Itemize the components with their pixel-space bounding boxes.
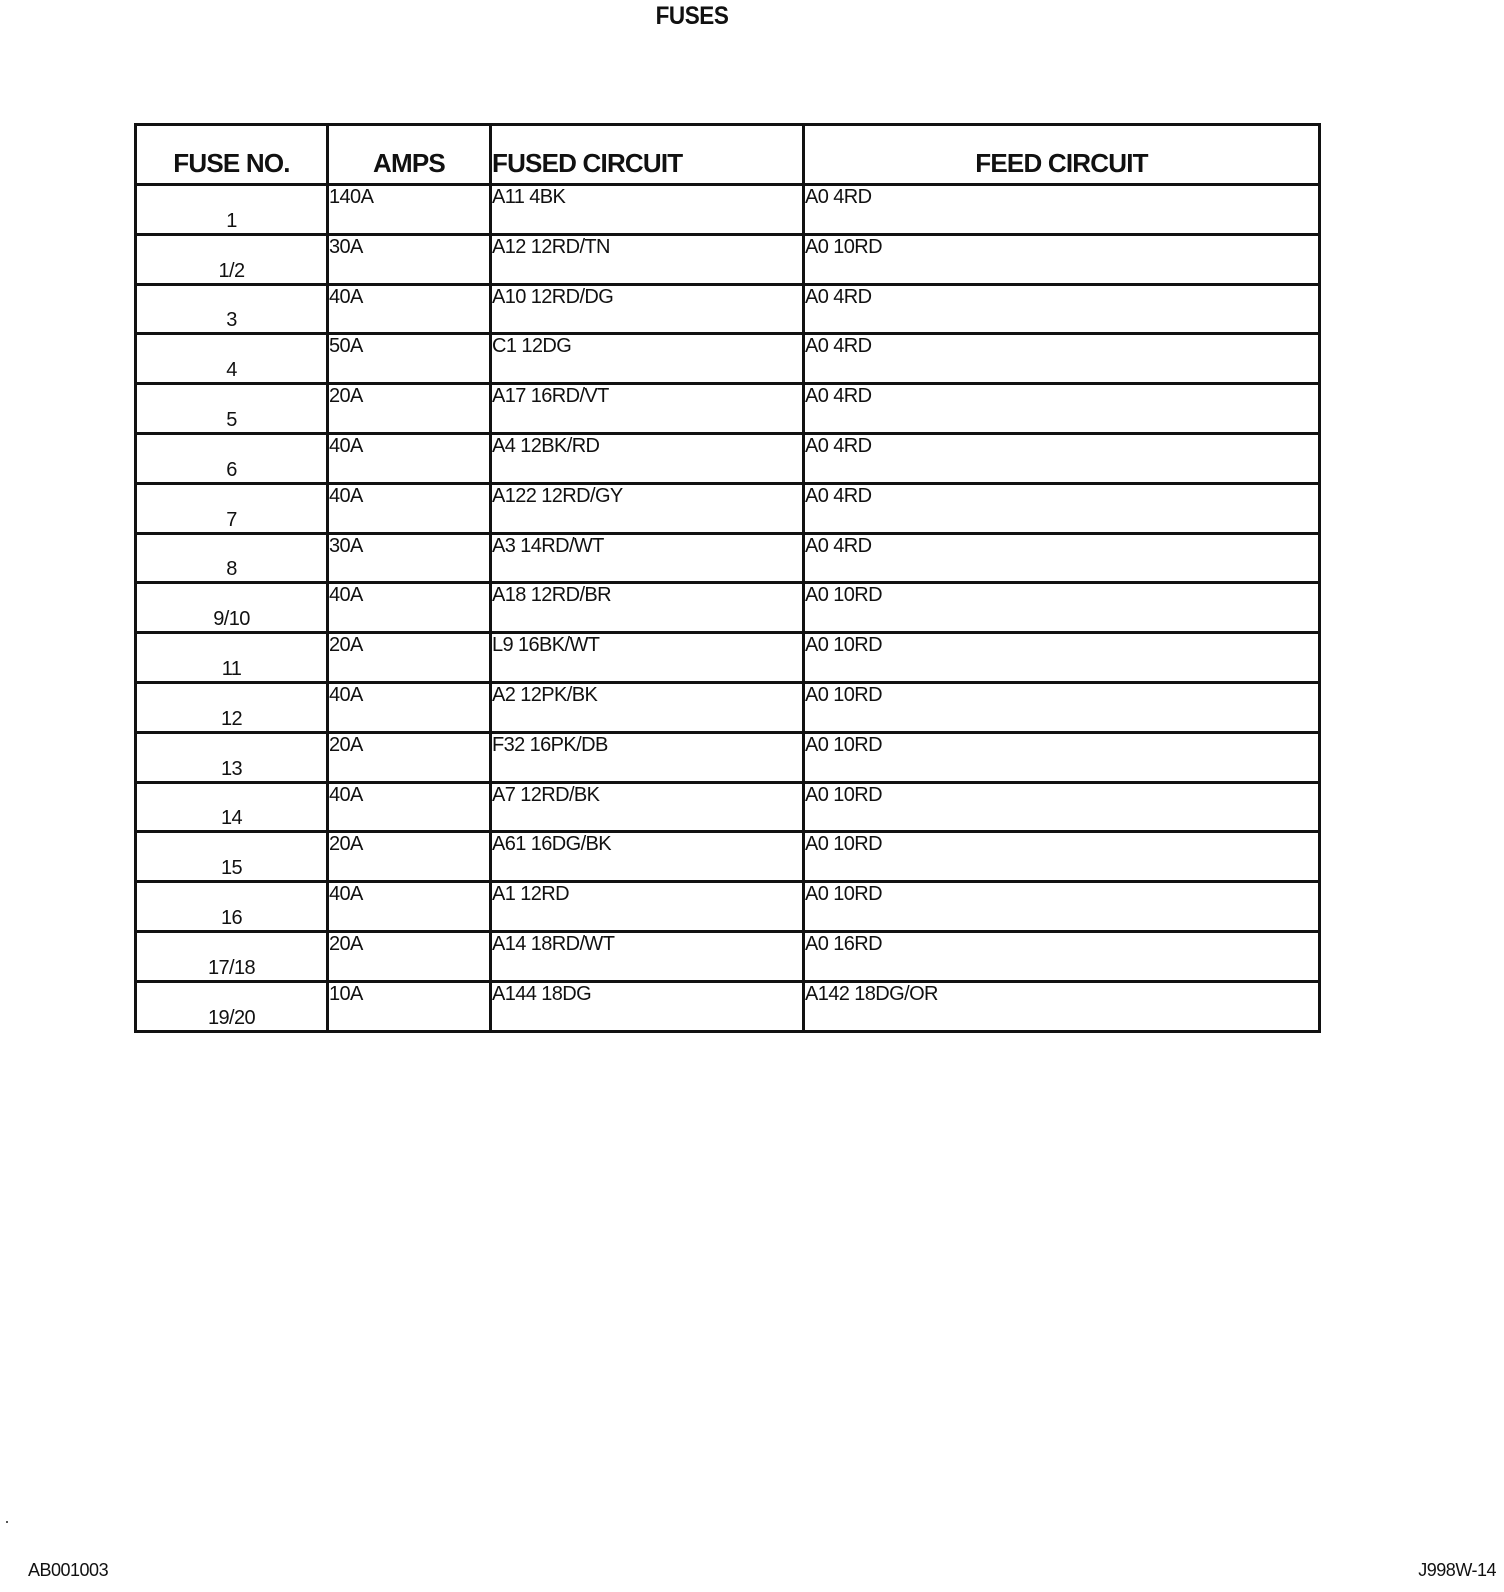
table-row — [136, 234, 1320, 284]
cell-fuse-no: 7 — [136, 483, 328, 533]
table-row — [136, 832, 1320, 882]
table-row — [136, 533, 1320, 583]
cell-fuse-no: 3 — [136, 284, 328, 334]
cell-fuse-no: 11 — [136, 633, 328, 683]
cell-fused-circuit: A3 14RD/WT — [491, 533, 804, 583]
cell-fused-circuit: A17 16RD/VT — [491, 384, 804, 434]
cell-amps: 20A — [328, 732, 491, 782]
cell-feed-circuit: A0 4RD — [804, 185, 1320, 235]
cell-fused-circuit: A10 12RD/DG — [491, 284, 804, 334]
cell-feed-circuit: A0 16RD — [804, 931, 1320, 981]
table-row — [136, 732, 1320, 782]
table-row — [136, 433, 1320, 483]
cell-feed-circuit: A0 4RD — [804, 284, 1320, 334]
cell-fused-circuit: A1 12RD — [491, 882, 804, 932]
cell-amps: 20A — [328, 832, 491, 882]
cell-fuse-no: 17/18 — [136, 931, 328, 981]
cell-amps: 20A — [328, 384, 491, 434]
cell-fuse-no: 12 — [136, 682, 328, 732]
fuse-table — [134, 123, 1321, 1033]
cell-feed-circuit: A0 10RD — [804, 234, 1320, 284]
cell-amps: 20A — [328, 633, 491, 683]
cell-fused-circuit: A122 12RD/GY — [491, 483, 804, 533]
cell-amps: 30A — [328, 234, 491, 284]
table-row — [136, 633, 1320, 683]
cell-feed-circuit: A0 10RD — [804, 682, 1320, 732]
cell-feed-circuit: A0 10RD — [804, 633, 1320, 683]
page-title: FUSES — [655, 2, 729, 30]
cell-fuse-no: 15 — [136, 832, 328, 882]
cell-feed-circuit: A142 18DG/OR — [804, 981, 1320, 1031]
cell-amps: 40A — [328, 682, 491, 732]
cell-feed-circuit: A0 10RD — [804, 732, 1320, 782]
cell-fused-circuit: A61 16DG/BK — [491, 832, 804, 882]
cell-fused-circuit: C1 12DG — [491, 334, 804, 384]
cell-feed-circuit: A0 4RD — [804, 384, 1320, 434]
table-row — [136, 185, 1320, 235]
cell-fused-circuit: A11 4BK — [491, 185, 804, 235]
cell-amps: 20A — [328, 931, 491, 981]
cell-fuse-no: 14 — [136, 782, 328, 832]
cell-feed-circuit: A0 10RD — [804, 832, 1320, 882]
cell-amps: 10A — [328, 981, 491, 1031]
cell-feed-circuit: A0 10RD — [804, 583, 1320, 633]
cell-fused-circuit: L9 16BK/WT — [491, 633, 804, 683]
table-row — [136, 483, 1320, 533]
cell-fuse-no: 16 — [136, 882, 328, 932]
footer-page-code: J998W-14 — [1418, 1560, 1496, 1580]
cell-fuse-no: 5 — [136, 384, 328, 434]
cell-fused-circuit: A18 12RD/BR — [491, 583, 804, 633]
cell-amps: 30A — [328, 533, 491, 583]
header-fuse-no: FUSE NO. — [136, 125, 328, 185]
cell-fuse-no: 1/2 — [136, 234, 328, 284]
cell-fuse-no: 19/20 — [136, 981, 328, 1031]
cell-fused-circuit: F32 16PK/DB — [491, 732, 804, 782]
cell-fuse-no: 13 — [136, 732, 328, 782]
cell-amps: 40A — [328, 583, 491, 633]
table-row — [136, 583, 1320, 633]
cell-fused-circuit: A7 12RD/BK — [491, 782, 804, 832]
cell-amps: 140A — [328, 185, 491, 235]
cell-fuse-no: 6 — [136, 433, 328, 483]
header-feed-circuit: FEED CIRCUIT — [804, 125, 1320, 185]
cell-feed-circuit: A0 4RD — [804, 433, 1320, 483]
table-row — [136, 782, 1320, 832]
table-row — [136, 682, 1320, 732]
cell-amps: 40A — [328, 433, 491, 483]
cell-fused-circuit: A14 18RD/WT — [491, 931, 804, 981]
cell-fused-circuit: A2 12PK/BK — [491, 682, 804, 732]
header-amps: AMPS — [328, 125, 491, 185]
cell-amps: 50A — [328, 334, 491, 384]
cell-amps: 40A — [328, 882, 491, 932]
cell-feed-circuit: A0 4RD — [804, 334, 1320, 384]
cell-amps: 40A — [328, 782, 491, 832]
scan-speck — [6, 1521, 8, 1523]
table-row — [136, 882, 1320, 932]
cell-feed-circuit: A0 10RD — [804, 882, 1320, 932]
cell-fused-circuit: A4 12BK/RD — [491, 433, 804, 483]
table-row — [136, 981, 1320, 1031]
cell-fuse-no: 1 — [136, 185, 328, 235]
cell-fuse-no: 9/10 — [136, 583, 328, 633]
cell-fused-circuit: A144 18DG — [491, 981, 804, 1031]
table-row — [136, 931, 1320, 981]
cell-fuse-no: 8 — [136, 533, 328, 583]
table-row — [136, 284, 1320, 334]
table-header-row — [136, 125, 1320, 185]
table-row — [136, 334, 1320, 384]
cell-feed-circuit: A0 4RD — [804, 533, 1320, 583]
cell-fused-circuit: A12 12RD/TN — [491, 234, 804, 284]
cell-feed-circuit: A0 4RD — [804, 483, 1320, 533]
cell-fuse-no: 4 — [136, 334, 328, 384]
table-row — [136, 384, 1320, 434]
header-fused-circuit: FUSED CIRCUIT — [491, 125, 804, 185]
cell-feed-circuit: A0 10RD — [804, 782, 1320, 832]
cell-amps: 40A — [328, 483, 491, 533]
footer-figure-code: AB001003 — [28, 1560, 109, 1580]
cell-amps: 40A — [328, 284, 491, 334]
